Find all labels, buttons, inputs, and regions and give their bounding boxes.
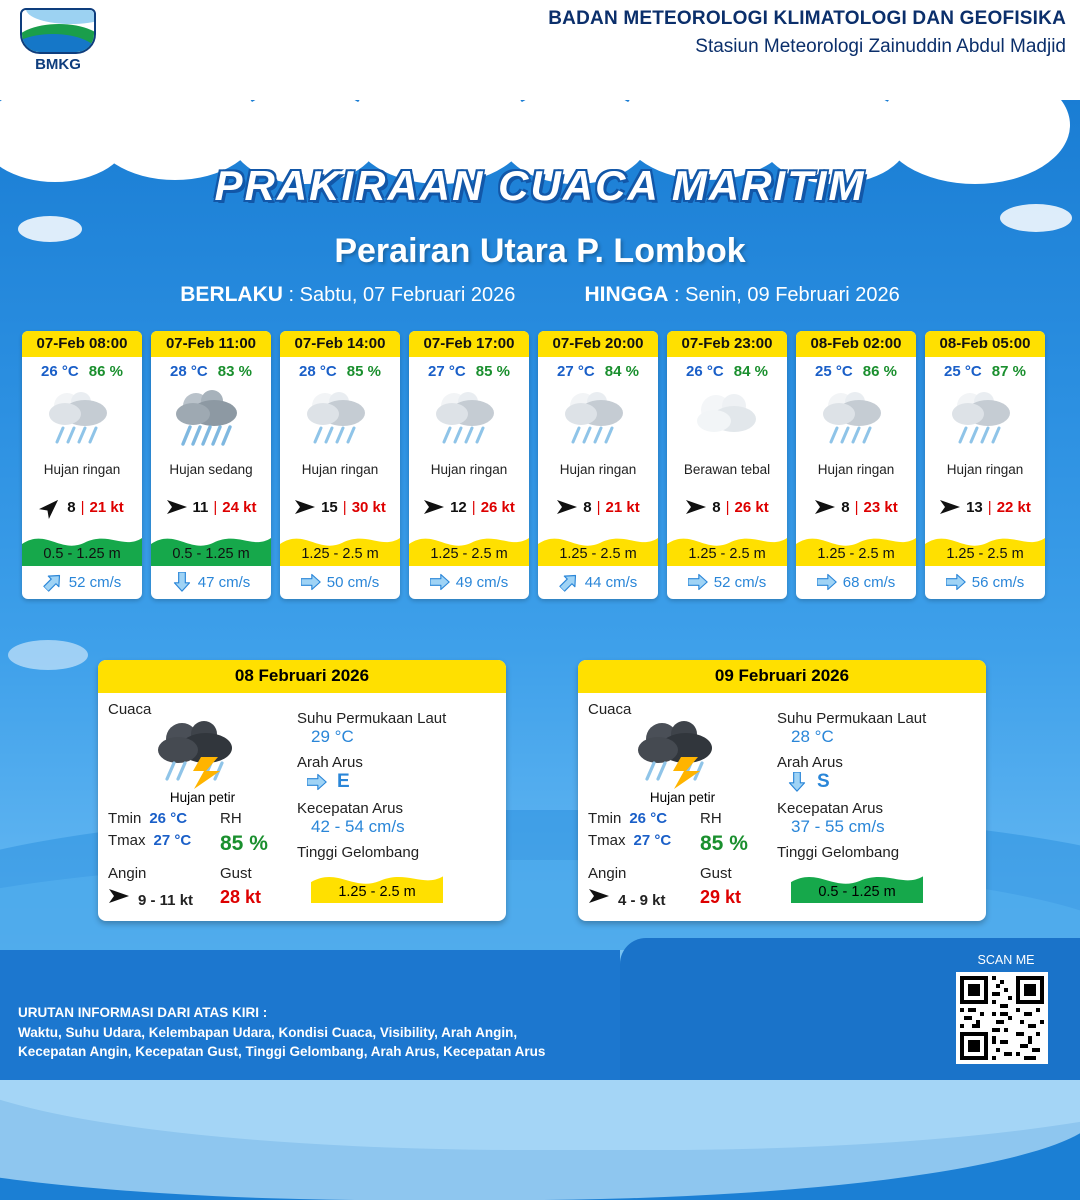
hourly-wave-height: 1.25 - 2.5 m	[817, 546, 895, 562]
hourly-time: 07-Feb 14:00	[280, 331, 400, 357]
wind-direction-icon	[556, 498, 578, 516]
daily-rh: 85 %	[700, 832, 748, 855]
hourly-condition: Hujan ringan	[43, 462, 121, 477]
hourly-humidity: 87 %	[991, 363, 1026, 380]
hourly-wind: 8 | 21 kt	[538, 480, 658, 526]
hourly-wave	[667, 526, 787, 566]
hourly-wind-gust: 22 kt	[996, 498, 1031, 516]
wind-direction-icon	[108, 887, 130, 905]
qr-code[interactable]	[956, 972, 1048, 1064]
daily-wave	[311, 865, 443, 903]
hourly-wave	[409, 526, 529, 566]
wind-direction-icon	[685, 498, 707, 516]
hourly-wind: 8 | 23 kt	[796, 480, 916, 526]
hourly-card	[409, 331, 529, 599]
current-direction-icon	[787, 772, 807, 792]
footer-note-line1: Waktu, Suhu Udara, Kelembapan Udara, Kondisi Cuaca, Visibility, Arah Angin,	[18, 1024, 518, 1040]
hourly-current	[796, 566, 916, 599]
weather-icon-rain-light	[946, 386, 1024, 456]
daily-date: 09 Februari 2026	[578, 660, 986, 693]
hourly-condition: Hujan ringan	[817, 462, 895, 477]
hourly-forecast-row	[22, 331, 1062, 599]
hourly-wave-height: 1.25 - 2.5 m	[688, 546, 766, 562]
wind-direction-icon	[294, 498, 316, 516]
current-direction-icon	[688, 572, 708, 592]
current-direction-icon	[39, 568, 67, 596]
weather-icon-thunderstorm	[148, 717, 258, 789]
hourly-wave	[925, 526, 1045, 566]
daily-wind: 9 - 11 kt	[138, 892, 194, 909]
hourly-wind-speed: 8	[841, 498, 850, 516]
current-direction-icon	[172, 572, 192, 592]
hourly-card	[667, 331, 787, 599]
daily-wave	[791, 865, 923, 903]
daily-gust: 29 kt	[700, 887, 742, 907]
hourly-condition: Hujan ringan	[430, 462, 508, 477]
hourly-time: 07-Feb 23:00	[667, 331, 787, 357]
hourly-wind: 12 | 26 kt	[409, 480, 529, 526]
current-direction-icon	[301, 572, 321, 592]
hourly-wind-gust: 23 kt	[863, 498, 898, 516]
daily-wave-height: 0.5 - 1.25 m	[818, 884, 896, 900]
hourly-wind: 11 | 24 kt	[151, 480, 271, 526]
hourly-current-speed: 44 cm/s	[584, 573, 638, 591]
validity-to-value: : Senin, 09 Februari 2026	[674, 284, 900, 306]
hourly-weather-icon	[151, 382, 271, 460]
hourly-current-speed: 56 cm/s	[971, 573, 1025, 591]
hourly-humidity: 84 %	[604, 363, 639, 380]
hourly-wind: 13 | 22 kt	[925, 480, 1045, 526]
hourly-wave	[280, 526, 400, 566]
footer-note-line2: Kecepatan Angin, Kecepatan Gust, Tinggi Gelombang, Arah Arus, Kecepatan Arus	[18, 1044, 546, 1060]
hourly-wind-speed: 8	[67, 498, 76, 516]
decor-cloud-3	[8, 640, 88, 670]
bmkg-logo-text: BMKG	[35, 56, 81, 73]
hourly-condition: Hujan sedang	[169, 462, 253, 477]
wind-direction-icon	[588, 887, 610, 905]
daily-tmax-label: Tmax	[588, 832, 626, 849]
hourly-weather-icon	[538, 382, 658, 460]
daily-sst: 29 °C	[311, 727, 354, 746]
daily-forecast-row	[98, 660, 986, 921]
daily-rh-label: RH	[220, 810, 242, 827]
weather-icon-rain-light	[43, 386, 121, 456]
daily-rh-label: RH	[700, 810, 722, 827]
daily-current-speed: 37 - 55 cm/s	[791, 817, 885, 836]
hourly-temperature: 25 °C	[944, 363, 982, 380]
hourly-temperature: 28 °C	[170, 363, 208, 380]
hourly-condition: Hujan ringan	[559, 462, 637, 477]
hourly-wave	[22, 526, 142, 566]
hourly-wind-speed: 13	[966, 498, 983, 516]
daily-sst-label: Suhu Permukaan Laut	[777, 710, 927, 727]
daily-wave-height: 1.25 - 2.5 m	[338, 884, 416, 900]
daily-weather-icon	[108, 718, 297, 788]
weather-icon-rain-moderate	[172, 386, 250, 456]
daily-current-dir-value: S	[817, 771, 830, 792]
hourly-current	[22, 566, 142, 599]
current-direction-icon	[946, 572, 966, 592]
daily-current-dir-label: Arah Arus	[297, 754, 363, 771]
hourly-wave-height: 1.25 - 2.5 m	[430, 546, 508, 562]
scan-label: SCAN ME	[977, 953, 1035, 967]
hourly-condition: Berawan tebal	[683, 462, 771, 477]
validity-to-label: HINGGA	[584, 283, 669, 306]
daily-current-dir	[307, 771, 496, 793]
hourly-wind-gust: 30 kt	[351, 498, 386, 516]
hourly-temperature: 25 °C	[815, 363, 853, 380]
daily-current-dir-label: Arah Arus	[777, 754, 843, 771]
hourly-temperature: 26 °C	[686, 363, 724, 380]
hourly-wind: 15 | 30 kt	[280, 480, 400, 526]
daily-weather-icon	[588, 718, 777, 788]
hourly-wind-gust: 21 kt	[605, 498, 640, 516]
hourly-condition: Hujan ringan	[946, 462, 1024, 477]
wind-direction-icon	[166, 498, 188, 516]
hourly-time: 08-Feb 02:00	[796, 331, 916, 357]
current-direction-icon	[555, 568, 583, 596]
hourly-card	[22, 331, 142, 599]
hourly-humidity: 85 %	[346, 363, 381, 380]
hourly-wind-speed: 15	[321, 498, 338, 516]
hourly-humidity: 86 %	[88, 363, 123, 380]
daily-condition: Hujan petir	[649, 790, 716, 805]
daily-gust: 28 kt	[220, 887, 262, 907]
current-direction-icon	[430, 572, 450, 592]
daily-current-speed-label: Kecepatan Arus	[297, 800, 403, 817]
hourly-wave-height: 1.25 - 2.5 m	[301, 546, 379, 562]
current-direction-icon	[307, 772, 327, 792]
weather-icon-rain-light	[559, 386, 637, 456]
hourly-time: 07-Feb 17:00	[409, 331, 529, 357]
hourly-humidity: 83 %	[217, 363, 252, 380]
hourly-wave-height: 0.5 - 1.25 m	[172, 546, 250, 562]
hourly-wind-speed: 8	[583, 498, 592, 516]
daily-wind: 4 - 9 kt	[618, 892, 666, 909]
validity-from-value: : Sabtu, 07 Februari 2026	[288, 284, 516, 306]
hourly-current	[538, 566, 658, 599]
current-direction-icon	[817, 572, 837, 592]
scan-block	[956, 953, 1056, 1064]
daily-gust-label: Gust	[220, 865, 252, 882]
hourly-time: 07-Feb 20:00	[538, 331, 658, 357]
validity-from-label: BERLAKU	[180, 283, 283, 306]
hourly-temperature: 26 °C	[41, 363, 79, 380]
footer-note	[18, 1003, 618, 1062]
daily-weather-label: Cuaca	[108, 701, 152, 718]
hourly-wind-speed: 8	[712, 498, 721, 516]
wind-direction-icon	[423, 498, 445, 516]
hourly-current-speed: 49 cm/s	[455, 573, 509, 591]
hourly-time: 07-Feb 08:00	[22, 331, 142, 357]
daily-tmax: 27 °C	[153, 832, 192, 849]
daily-current-speed-label: Kecepatan Arus	[777, 800, 883, 817]
qr-code-image	[960, 976, 1044, 1060]
page-header	[0, 0, 1080, 92]
weather-icon-rain-light	[817, 386, 895, 456]
hourly-condition: Hujan ringan	[301, 462, 379, 477]
hourly-wind: 8 | 26 kt	[667, 480, 787, 526]
hourly-wind-gust: 24 kt	[222, 498, 257, 516]
hourly-wave	[538, 526, 658, 566]
weather-icon-cloudy	[688, 386, 766, 456]
hourly-wind: 8 | 21 kt	[22, 480, 142, 526]
hourly-weather-icon	[409, 382, 529, 460]
hourly-time: 08-Feb 05:00	[925, 331, 1045, 357]
hourly-card	[538, 331, 658, 599]
hourly-temperature: 27 °C	[557, 363, 595, 380]
daily-tmax-label: Tmax	[108, 832, 146, 849]
daily-current-dir-value: E	[337, 771, 350, 792]
hourly-temperature: 28 °C	[299, 363, 337, 380]
daily-tmin: 26 °C	[149, 810, 188, 827]
hourly-wind-gust: 21 kt	[89, 498, 124, 516]
hourly-wave-height: 1.25 - 2.5 m	[559, 546, 637, 562]
wind-direction-icon	[814, 498, 836, 516]
validity-period	[0, 283, 1080, 307]
daily-tmin-label: Tmin	[588, 810, 622, 827]
page-title: PRAKIRAAN CUACA MARITIM	[214, 162, 866, 209]
daily-current-dir	[787, 771, 976, 793]
hourly-current-speed: 47 cm/s	[197, 573, 251, 591]
daily-wind-label: Angin	[108, 865, 147, 882]
hourly-weather-icon	[796, 382, 916, 460]
hourly-humidity: 86 %	[862, 363, 897, 380]
hourly-card	[151, 331, 271, 599]
daily-wind-label: Angin	[588, 865, 627, 882]
hourly-current	[667, 566, 787, 599]
station-name: Stasiun Meteorologi Zainuddin Abdul Madjid	[695, 36, 1066, 57]
hourly-temperature: 27 °C	[428, 363, 466, 380]
daily-sst: 28 °C	[791, 727, 834, 746]
weather-icon-rain-light	[301, 386, 379, 456]
hourly-weather-icon	[280, 382, 400, 460]
hourly-time: 07-Feb 11:00	[151, 331, 271, 357]
hourly-current-speed: 68 cm/s	[842, 573, 896, 591]
org-name: BADAN METEOROLOGI KLIMATOLOGI DAN GEOFISIKA	[548, 8, 1066, 29]
hourly-wind-speed: 12	[450, 498, 467, 516]
daily-wave-label: Tinggi Gelombang	[777, 844, 900, 861]
daily-tmax: 27 °C	[633, 832, 672, 849]
daily-date: 08 Februari 2026	[98, 660, 506, 693]
hourly-wave-height: 0.5 - 1.25 m	[43, 546, 121, 562]
hourly-humidity: 84 %	[733, 363, 768, 380]
hourly-card	[925, 331, 1045, 599]
daily-forecast-card	[578, 660, 986, 921]
hourly-current	[925, 566, 1045, 599]
weather-icon-thunderstorm	[628, 717, 738, 789]
daily-current-speed: 42 - 54 cm/s	[311, 817, 405, 836]
hourly-wind-gust: 26 kt	[734, 498, 769, 516]
hourly-weather-icon	[22, 382, 142, 460]
hourly-current	[280, 566, 400, 599]
wind-direction-icon	[939, 498, 961, 516]
hourly-wave-height: 1.25 - 2.5 m	[946, 546, 1024, 562]
hourly-weather-icon	[925, 382, 1045, 460]
hourly-current-speed: 50 cm/s	[326, 573, 380, 591]
hourly-wave	[796, 526, 916, 566]
daily-rh: 85 %	[220, 832, 268, 855]
hourly-current	[409, 566, 529, 599]
hourly-current-speed: 52 cm/s	[713, 573, 767, 591]
weather-icon-rain-light	[430, 386, 508, 456]
daily-wave-label: Tinggi Gelombang	[297, 844, 420, 861]
page-subtitle: Perairan Utara P. Lombok	[334, 232, 746, 270]
daily-forecast-card	[98, 660, 506, 921]
daily-gust-label: Gust	[700, 865, 732, 882]
hourly-wind-speed: 11	[192, 498, 209, 516]
daily-sst-label: Suhu Permukaan Laut	[297, 710, 447, 727]
hourly-weather-icon	[667, 382, 787, 460]
wind-direction-icon	[37, 493, 65, 521]
hourly-current	[151, 566, 271, 599]
hourly-humidity: 85 %	[475, 363, 510, 380]
daily-tmin: 26 °C	[629, 810, 668, 827]
daily-condition: Hujan petir	[169, 790, 236, 805]
footer-note-title: URUTAN INFORMASI DARI ATAS KIRI :	[18, 1005, 268, 1021]
hourly-wave	[151, 526, 271, 566]
hourly-current-speed: 52 cm/s	[68, 573, 122, 591]
bmkg-logo	[12, 8, 104, 84]
daily-tmin-label: Tmin	[108, 810, 142, 827]
daily-weather-label: Cuaca	[588, 701, 632, 718]
hourly-wind-gust: 26 kt	[480, 498, 515, 516]
hourly-card	[796, 331, 916, 599]
hourly-card	[280, 331, 400, 599]
